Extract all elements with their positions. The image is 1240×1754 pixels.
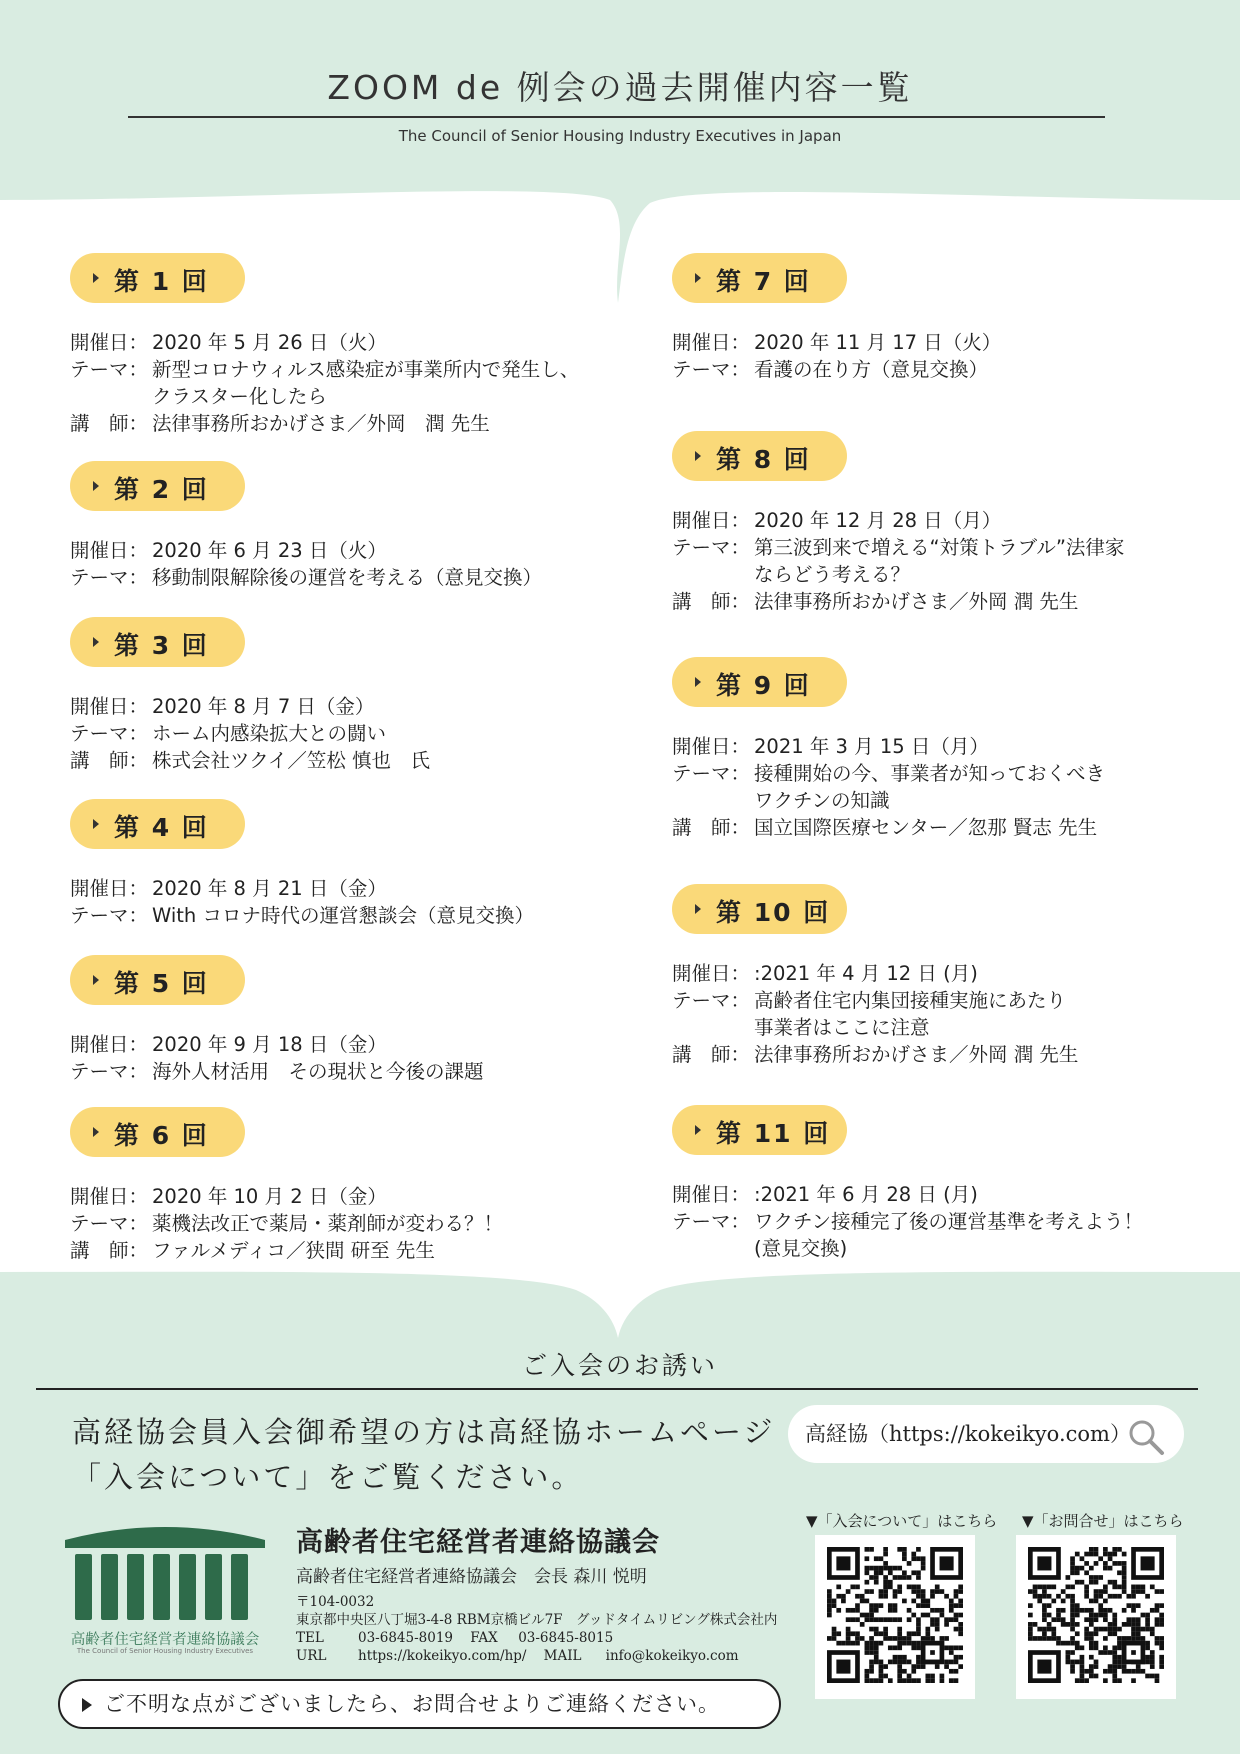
episode-date: 2020 年 12 月 28 日（月） bbox=[754, 509, 1002, 532]
org-web-row bbox=[296, 1647, 777, 1665]
episode-theme: 海外人材活用 その現状と今後の課題 bbox=[152, 1060, 484, 1083]
date-label: 開催日： bbox=[70, 331, 149, 354]
tel-value: 03-6845-8019 bbox=[358, 1630, 454, 1646]
date-label: 開催日： bbox=[672, 331, 751, 354]
episode-speaker: 法律事務所おかげさま／外岡 潤 先生 bbox=[754, 590, 1079, 613]
logo-subtext: The Council of Senior Housing Industry Executives bbox=[76, 1647, 254, 1655]
episode-badge bbox=[672, 657, 847, 707]
url-link[interactable]: https://kokeikyo.com/hp/ bbox=[358, 1648, 527, 1664]
triangle-icon bbox=[695, 904, 701, 914]
theme-label: テーマ： bbox=[672, 989, 751, 1012]
qr-code-icon bbox=[1028, 1547, 1164, 1683]
org-phone-row bbox=[296, 1629, 777, 1647]
episode-theme-continued: (意見交換) bbox=[754, 1237, 848, 1260]
theme-label: テーマ： bbox=[70, 1060, 149, 1083]
episode-theme-row bbox=[70, 1058, 630, 1085]
date-label: 開催日： bbox=[70, 539, 149, 562]
episode-details bbox=[672, 1181, 1232, 1262]
theme-label: テーマ： bbox=[672, 536, 751, 559]
qr-join[interactable] bbox=[815, 1535, 975, 1699]
episode-badge bbox=[70, 461, 245, 511]
episode-date-row bbox=[70, 875, 630, 902]
episode-badge bbox=[70, 955, 245, 1005]
episode-theme: 接種開始の今、事業者が知っておくべき bbox=[754, 762, 1106, 785]
episode-details bbox=[70, 1183, 630, 1264]
contact-banner[interactable] bbox=[58, 1679, 781, 1729]
episode-speaker-row bbox=[70, 747, 630, 774]
triangle-icon bbox=[93, 637, 99, 647]
episode-theme-row bbox=[70, 720, 630, 747]
episode-speaker: 法律事務所おかげさま／外岡 潤 先生 bbox=[152, 412, 490, 435]
episode-speaker-row bbox=[672, 588, 1232, 615]
tel-label: TEL bbox=[296, 1630, 324, 1646]
qr-contact[interactable] bbox=[1016, 1535, 1176, 1699]
episode-number: 第 7 回 bbox=[716, 267, 811, 296]
episode-theme: 高齢者住宅内集団接種実施にあたり bbox=[754, 989, 1067, 1012]
episode-card bbox=[672, 1105, 1232, 1262]
theme-label: テーマ： bbox=[672, 358, 751, 381]
episode-date-row bbox=[672, 329, 1232, 356]
episode-speaker: 法律事務所おかげさま／外岡 潤 先生 bbox=[754, 1043, 1079, 1066]
episode-number: 第 5 回 bbox=[114, 969, 209, 998]
episode-number: 第 1 回 bbox=[114, 267, 209, 296]
speaker-label: 講 師： bbox=[70, 1239, 149, 1262]
episode-date: 2020 年 10 月 2 日（金） bbox=[152, 1185, 387, 1208]
triangle-icon bbox=[93, 819, 99, 829]
episode-details bbox=[70, 537, 630, 591]
triangle-icon bbox=[695, 451, 701, 461]
url-label: URL bbox=[296, 1648, 327, 1664]
fax-label: FAX bbox=[470, 1630, 498, 1646]
episode-theme: 第三波到来で増える“対策トラブル”法律家 bbox=[754, 536, 1125, 559]
episode-details bbox=[70, 693, 630, 774]
triangle-icon bbox=[93, 1127, 99, 1137]
date-label: 開催日： bbox=[672, 509, 751, 532]
episode-theme-row bbox=[70, 356, 630, 383]
logo-text: 高齢者住宅経営者連絡協議会 bbox=[70, 1632, 260, 1648]
qr-contact-caption: ▼「お問合せ」はこちら bbox=[1022, 1512, 1184, 1530]
search-box[interactable] bbox=[788, 1405, 1184, 1463]
episode-theme: With コロナ時代の運営懇談会（意見交換） bbox=[152, 904, 534, 927]
episode-badge bbox=[672, 253, 847, 303]
episode-speaker-row bbox=[70, 410, 630, 437]
episode-date-row bbox=[672, 960, 1232, 987]
join-heading: ご入会のお誘い bbox=[521, 1351, 718, 1380]
episode-date: :2021 年 4 月 12 日 (月) bbox=[754, 962, 978, 985]
theme-label: テーマ： bbox=[672, 1210, 751, 1233]
episode-speaker-row bbox=[672, 1041, 1232, 1068]
episode-theme-row bbox=[672, 534, 1232, 561]
theme-label: テーマ： bbox=[70, 722, 149, 745]
episode-theme: ホーム内感染拡大との闘い bbox=[152, 722, 387, 745]
episode-card bbox=[672, 884, 1232, 1068]
episode-date-row bbox=[70, 329, 630, 356]
episode-speaker-row bbox=[70, 1237, 630, 1264]
episode-speaker: 株式会社ツクイ／笠松 慎也 氏 bbox=[152, 749, 431, 772]
search-icon[interactable] bbox=[1126, 1417, 1166, 1457]
episode-details bbox=[70, 875, 630, 929]
join-message bbox=[72, 1410, 775, 1500]
org-president: 高齢者住宅経営者連絡協議会 会長 森川 悦明 bbox=[296, 1567, 647, 1587]
episode-theme: 移動制限解除後の運営を考える（意見交換） bbox=[152, 566, 543, 589]
episode-date: 2020 年 8 月 7 日（金） bbox=[152, 695, 375, 718]
episode-badge bbox=[70, 1107, 245, 1157]
episode-badge bbox=[672, 431, 847, 481]
page-subtitle: The Council of Senior Housing Industry Executives in Japan bbox=[398, 127, 842, 145]
qr-join-caption: ▼「入会について」はこちら bbox=[806, 1512, 998, 1530]
episode-date: 2020 年 11 月 17 日（火） bbox=[754, 331, 1002, 354]
triangle-icon bbox=[93, 975, 99, 985]
speaker-label: 講 師： bbox=[70, 749, 149, 772]
episode-number: 第 10 回 bbox=[716, 898, 831, 927]
episode-theme: 看護の在り方（意見交換） bbox=[754, 358, 989, 381]
episode-date: 2020 年 9 月 18 日（金） bbox=[152, 1033, 387, 1056]
episode-card bbox=[672, 431, 1232, 615]
episode-date-row bbox=[672, 507, 1232, 534]
triangle-icon bbox=[93, 481, 99, 491]
episode-card bbox=[672, 657, 1232, 841]
episode-details bbox=[70, 329, 630, 437]
org-postal: 〒104-0032 bbox=[296, 1594, 375, 1610]
episode-number: 第 3 回 bbox=[114, 631, 209, 660]
speaker-label: 講 師： bbox=[672, 1043, 751, 1066]
episode-number: 第 9 回 bbox=[716, 671, 811, 700]
episode-details bbox=[672, 733, 1232, 841]
episode-number: 第 6 回 bbox=[114, 1121, 209, 1150]
episode-number: 第 8 回 bbox=[716, 445, 811, 474]
episode-theme-continued: クラスター化したら bbox=[152, 385, 327, 408]
colonnade-logo-icon bbox=[55, 1518, 275, 1626]
episode-theme-row bbox=[672, 356, 1232, 383]
episode-badge bbox=[70, 253, 245, 303]
episode-card bbox=[70, 799, 630, 929]
episode-date: 2020 年 6 月 23 日（火） bbox=[152, 539, 387, 562]
triangle-icon bbox=[695, 1125, 701, 1135]
episode-theme-continued: ならどう考える？ bbox=[754, 563, 911, 586]
join-message-line2: 「入会について」をご覧ください。 bbox=[72, 1460, 584, 1494]
episode-badge bbox=[672, 1105, 847, 1155]
episode-card bbox=[70, 1107, 630, 1264]
episode-date-row bbox=[70, 693, 630, 720]
theme-label: テーマ： bbox=[70, 358, 149, 381]
episode-theme-row bbox=[672, 760, 1232, 787]
date-label: 開催日： bbox=[672, 962, 751, 985]
episode-badge bbox=[672, 884, 847, 934]
org-logo bbox=[55, 1518, 275, 1658]
org-address: 東京都中央区八丁堀3-4-8 RBM京橋ビル7F グッドタイムリビング株式会社内 bbox=[296, 1612, 778, 1628]
date-label: 開催日： bbox=[70, 877, 149, 900]
fax-value: 03-6845-8015 bbox=[518, 1630, 614, 1646]
episode-badge bbox=[70, 617, 245, 667]
play-arrow-icon bbox=[82, 1698, 92, 1712]
episode-theme-continued: 事業者はここに注意 bbox=[754, 1016, 930, 1039]
triangle-icon bbox=[695, 677, 701, 687]
theme-label: テーマ： bbox=[70, 566, 149, 589]
episode-card bbox=[672, 253, 1232, 383]
episode-theme: 新型コロナウィルス感染症が事業所内で発生し、 bbox=[152, 358, 580, 381]
date-label: 開催日： bbox=[70, 1185, 149, 1208]
episode-number: 第 2 回 bbox=[114, 475, 209, 504]
episode-date: :2021 年 6 月 28 日 (月) bbox=[754, 1183, 978, 1206]
episode-theme-continued: ワクチンの知識 bbox=[754, 789, 890, 812]
episode-speaker-row bbox=[672, 814, 1232, 841]
theme-label: テーマ： bbox=[70, 1212, 149, 1235]
triangle-icon bbox=[695, 273, 701, 283]
episode-badge bbox=[70, 799, 245, 849]
join-message-line1: 高経協会員入会御希望の方は高経協ホームページ bbox=[72, 1415, 776, 1449]
mail-link[interactable]: info@kokeikyo.com bbox=[605, 1648, 739, 1664]
episode-theme-row bbox=[672, 1208, 1232, 1235]
episode-date: 2020 年 5 月 26 日（火） bbox=[152, 331, 387, 354]
episode-theme: 薬機法改正で薬局・薬剤師が変わる？！ bbox=[152, 1212, 504, 1235]
episode-theme-row bbox=[672, 987, 1232, 1014]
speaker-label: 講 師： bbox=[672, 816, 751, 839]
episode-theme-row bbox=[70, 564, 630, 591]
episode-speaker: ファルメディコ／狭間 研至 先生 bbox=[152, 1239, 435, 1262]
date-label: 開催日： bbox=[70, 1033, 149, 1056]
episode-theme: ワクチン接種完了後の運営基準を考えよう！ bbox=[754, 1210, 1144, 1233]
theme-label: テーマ： bbox=[672, 762, 751, 785]
episode-date-row bbox=[70, 1031, 630, 1058]
org-name: 高齢者住宅経営者連絡協議会 bbox=[296, 1527, 660, 1558]
episode-date-row bbox=[70, 1183, 630, 1210]
episode-theme-row bbox=[70, 1210, 630, 1237]
episode-theme-row bbox=[70, 902, 630, 929]
contact-text: ご不明な点がございましたら、お問合せよりご連絡ください。 bbox=[104, 1692, 720, 1716]
speaker-label: 講 師： bbox=[70, 412, 149, 435]
date-label: 開催日： bbox=[70, 695, 149, 718]
episode-card bbox=[70, 253, 630, 437]
search-text: 高経協（https://kokeikyo.com） bbox=[805, 1422, 1131, 1446]
episode-card bbox=[70, 461, 630, 591]
episode-number: 第 11 回 bbox=[716, 1119, 831, 1148]
org-info bbox=[296, 1520, 777, 1665]
episode-card bbox=[70, 955, 630, 1085]
episode-date-row bbox=[70, 537, 630, 564]
triangle-icon bbox=[93, 273, 99, 283]
page-title: ZOOM de 例会の過去開催内容一覧 bbox=[327, 68, 913, 107]
episode-details bbox=[672, 507, 1232, 615]
mail-label: MAIL bbox=[543, 1648, 582, 1664]
episode-details bbox=[70, 1031, 630, 1085]
theme-label: テーマ： bbox=[70, 904, 149, 927]
date-label: 開催日： bbox=[672, 1183, 751, 1206]
episode-details bbox=[672, 329, 1232, 383]
episode-date-row bbox=[672, 1181, 1232, 1208]
episode-date: 2021 年 3 月 15 日（月） bbox=[754, 735, 989, 758]
episode-speaker: 国立国際医療センター／忽那 賢志 先生 bbox=[754, 816, 1098, 839]
speaker-label: 講 師： bbox=[672, 590, 751, 613]
episode-details bbox=[672, 960, 1232, 1068]
episode-number: 第 4 回 bbox=[114, 813, 209, 842]
qr-code-icon bbox=[827, 1547, 963, 1683]
date-label: 開催日： bbox=[672, 735, 751, 758]
episode-date: 2020 年 8 月 21 日（金） bbox=[152, 877, 387, 900]
episode-date-row bbox=[672, 733, 1232, 760]
join-divider bbox=[36, 1388, 1198, 1390]
episode-card bbox=[70, 617, 630, 774]
